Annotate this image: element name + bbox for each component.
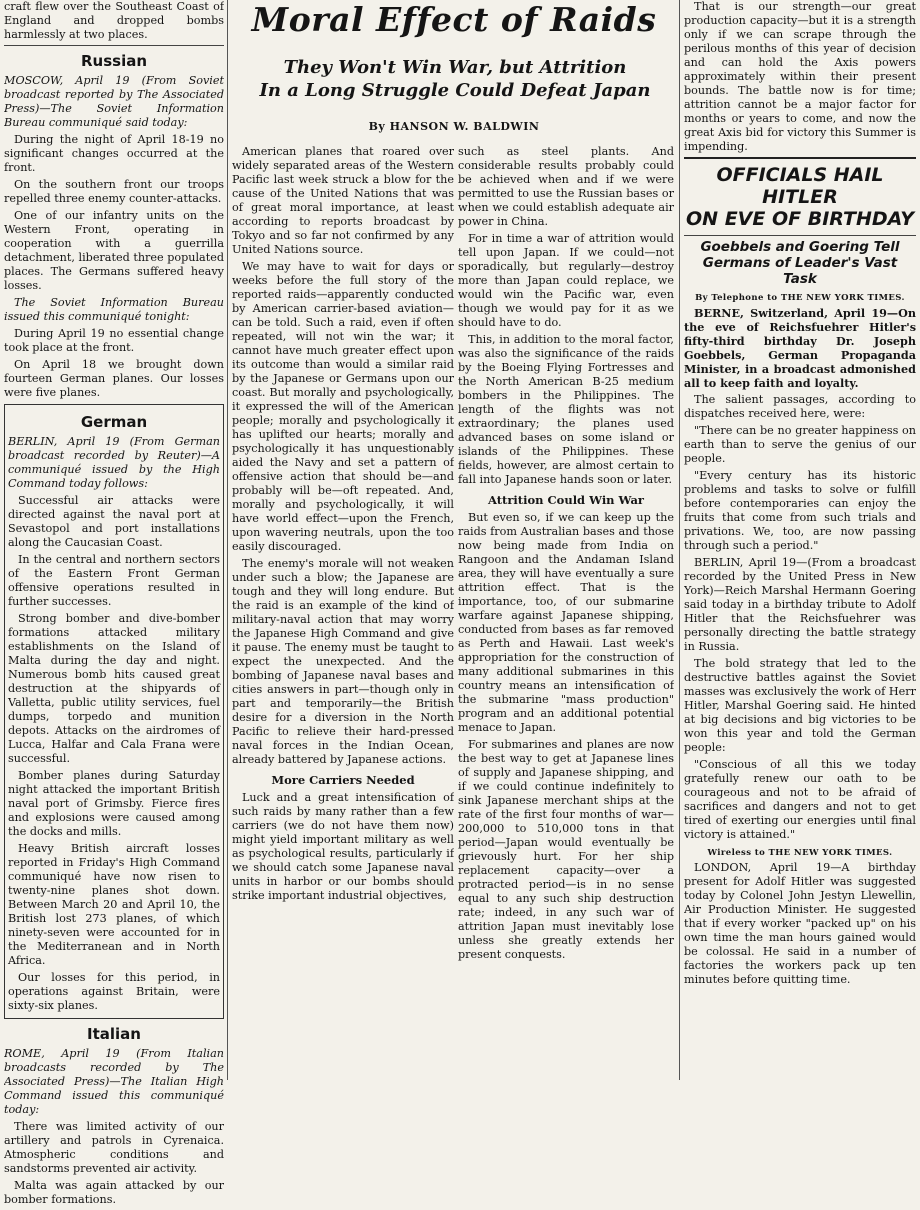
byline: By HANSON W. BALDWIN: [368, 120, 540, 133]
hitler-birthday-column: [684, 0, 916, 990]
story-paragraph: BERLIN, April 19—(From a broadcast recorded by the United Press in New York)—Reich Marshal Hermann Goering said today in a birthday tribute to Adolf Hitler that the Reichsfuehrer was personally directing the battle strategy in Russia.: [684, 556, 916, 654]
headline-line: ON EVE OF BIRTHDAY: [686, 207, 914, 230]
deck-line: In a Long Struggle Could Defeat Japan: [259, 80, 651, 102]
article-paragraph: This, in addition to the moral factor, was also the significance of the raids by the Boeing Flying Fortresses and the North American B-25 medium bombers in the Philippines. The length of the flights was not extraordinary; the planes used advanced bases on some island or islands of the Philippines. These fields, however, are almost certain to fall into Japanese hands soon or later.: [458, 333, 674, 486]
article-title: Moral Effect of Raids: [251, 0, 657, 39]
article-continuation: That is our strength—our great production capacity—but it is a strength only if we can scrape through the perilous months of this year of decision and can hold the Axis powers approximately within their present bounds. The battle now is for time; attrition cannot be a major factor for months or years to come, and now the great Axis bid for victory this Summer is impending.: [684, 0, 916, 153]
german-paragraph: In the central and northern sectors of the Eastern Front German offensive operations resulted in further successes.: [8, 553, 220, 608]
article-column-left: [232, 145, 454, 906]
article-paragraph: Luck and a great intensification of such raids by many rather than a few carriers (we do not have them now) might yield important military as well as psychological results, particularly if we should catch some Japanese naval units in harbor or our bombs should strike important industrial objectives,: [232, 791, 454, 902]
headline-line: OFFICIALS HAIL HITLER: [716, 164, 884, 208]
article-paragraph: We may have to wait for days or weeks before the full story of the reported raids—apparently conducted by American carrier-based aviation—can be told. Such a raid, even if often repeated, will not win the war; it cannot have much greater effect upon its outcome than would a similar raid by the Japanese or Germans upon our coast. But morally and psychologically, it expressed the will of the American people; morally and psychologically it has uplifted our hearts; morally and psychologically it has unquestionably aided the Navy and set a pattern of offensive action that should be—and probably will be—oft repeated. And, morally and psychologically, it will have world effect—upon the French, upon wavering neutrals, upon the too easily discouraged.: [232, 260, 454, 553]
story-paragraph: LONDON, April 19—A birthday present for Adolf Hitler was suggested today by Colonel John Jestyn Llewellin, Air Production Minister. He suggested that if every worker "packed up" on his own time the man hours gained would be colossal. He said in a number of factories the workers pack up ten minutes before quitting time.: [684, 861, 916, 987]
wire-credit: Wireless to THE NEW YORK TIMES.: [707, 848, 893, 859]
headline: [684, 165, 916, 231]
article-paragraph: The enemy's morale will not weaken under such a blow; the Japanese are tough and they will long endure. But the raid is an example of the kind of military-naval action that may worry the Japanese High Command and give it pause. The enemy must be taught to expect the unexpected. And the bombing of Japanese naval bases and cities answers in part—though only in part and temporarily—the British desire for a diversion in the North Pacific to relieve their hard-pressed naval forces in the Indian Ocean, already battered by Japanese actions.: [232, 557, 454, 766]
italian-paragraph: Malta was again attacked by our bomber formations.: [4, 1179, 224, 1206]
subheadline-line: Goebbels and Goering Tell: [700, 238, 900, 255]
russian-paragraph: The Soviet Information Bureau issued this communiqué tonight:: [4, 296, 224, 323]
german-section: [4, 404, 224, 1019]
russian-paragraph: On April 18 we brought down fourteen German planes. Our losses were five planes.: [4, 358, 224, 399]
german-heading: German: [80, 413, 148, 431]
german-dateline: BERLIN, April 19 (From German broadcast recorded by Reuter)—A communiqué issued by the High Command today follows:: [8, 435, 220, 490]
story-paragraph: "Every century has its historic problems and tasks to solve or fulfill before contemporaries can enjoy the fruits that come from such trials and privations. We, too, are now passing through such a period.": [684, 469, 916, 553]
article-paragraph: American planes that roared over widely separated areas of the Western Pacific last week struck a blow for the cause of the United Nations that was of great moral importance, at least according to reports broadcast by Tokyo and so far not confirmed by any United Nations source.: [232, 145, 454, 256]
russian-paragraph: On the southern front our troops repelled three enemy counter-attacks.: [4, 178, 224, 205]
story-paragraph: The salient passages, according to dispatches received here, were:: [684, 393, 916, 421]
column-rule: [227, 0, 228, 1080]
article-deck: [240, 56, 670, 103]
russian-dateline: MOSCOW, April 19 (From Soviet broadcast reported by The Associated Press)—The Soviet Information Bureau communiqué said today:: [4, 74, 224, 129]
article-paragraph: For submarines and planes are now the best way to get at Japanese lines of supply and Japanese shipping, and if we could continue indefinitely to sink Japanese merchant ships at the rate of the first four months of war—200,000 to 510,000 tons in that period—Japan would eventually be grievously hurt. For her ship replacement capacity—over a protracted period—is in no sense equal to any such ship destruction rate; indeed, in any such war of attrition Japan must inevitably lose unless she greatly extends her present conquests.: [458, 738, 674, 961]
german-paragraph: Successful air attacks were directed against the naval port at Sevastopol and port installations along the Caucasian Coast.: [8, 494, 220, 549]
story-paragraph: "There can be no greater happiness on earth than to serve the genius of our people.: [684, 424, 916, 466]
italian-paragraph: There was limited activity of our artillery and patrols in Cyrenaica. Atmospheric conditions and sandstorms prevented air activity.: [4, 1120, 224, 1175]
article-column-right: [458, 145, 674, 965]
deck-line: They Won't Win War, but Attrition: [283, 57, 627, 78]
russian-paragraph: During April 19 no essential change took place at the front.: [4, 327, 224, 354]
article-paragraph: such as steel plants. And considerable results probably could be achieved when and if we were permitted to use the Russian bases or when we could establish adequate air power in China.: [458, 145, 674, 228]
subheadline-line: Germans of Leader's Vast Task: [702, 254, 898, 287]
article-paragraph: For in time a war of attrition would tell upon Japan. If we could—not sporadically, but regularly—destroy more than Japan could replace, we would win the Pacific war, even though we would pay for it as we should have to do.: [458, 232, 674, 329]
italian-dateline: ROME, April 19 (From Italian broadcasts recorded by The Associated Press)—The Italian High Command issued this communiqué today:: [4, 1047, 224, 1116]
subheadline: [684, 239, 916, 288]
german-paragraph: Our losses for this period, in operations against Britain, were sixty-six planes.: [8, 971, 220, 1012]
german-paragraph: Strong bomber and dive-bomber formations attacked military establishments on the Island of Malta during the day and night. Numerous bomb hits caused great destruction at the shipyards of Valletta, public utility services, fuel dumps, torpedo and munition depots. Attacks on the airdromes of Lucca, Halfar and Cala Frana were successful.: [8, 612, 220, 765]
story-paragraph: The bold strategy that led to the destructive battles against the Soviet masses was exclusively the work of Herr Hitler, Marshal Goering said. He hinted at big decisions and big victories to be won this year and told the German people:: [684, 657, 916, 755]
article-paragraph: But even so, if we can keep up the raids from Australian bases and those now being made from India on Rangoon and the Andaman Island area, they will have eventually a sure attrition effect. That is the importance, too, of our submarine warfare against Japanese shipping, conducted from bases as far removed as Perth and Hawaii. Last week's appropriation for the construction of many additional submarines in this country means an intensification of the submarine "mass production" program and an additional potential menace to Japan.: [458, 511, 674, 734]
german-paragraph: Heavy British aircraft losses reported in Friday's High Command communiqué have now risen to twenty-nine planes shot down. Between March 20 and April 10, the British lost 273 planes, of which ninety-seven were accounted for in the Mediterranean and in North Africa.: [8, 842, 220, 967]
russian-heading: Russian: [80, 52, 148, 70]
column-rule: [679, 0, 680, 1080]
italian-heading: Italian: [87, 1025, 141, 1043]
communiques-column: [4, 0, 224, 1210]
wire-credit: By Telephone to THE NEW YORK TIMES.: [695, 293, 905, 304]
russian-paragraph: During the night of April 18-19 no significant changes occurred at the front.: [4, 133, 224, 174]
subheading: More Carriers Needed: [271, 773, 415, 787]
story-paragraph: "Conscious of all this we today gratefully renew our oath to be courageous and not to be afraid of sacrifices and dangers and not to get tired of exerting our energies until final victory is attained.": [684, 758, 916, 842]
subheading: Attrition Could Win War: [488, 493, 644, 507]
russian-paragraph: One of our infantry units on the Western Front, operating in cooperation with a guerrilla detachment, liberated three populated places. The Germans suffered heavy losses.: [4, 209, 224, 292]
top-text: craft flew over the Southeast Coast of England and dropped bombs harmlessly at two places.: [4, 0, 224, 41]
story-paragraph: BERNE, Switzerland, April 19—On the eve of Reichsfuehrer Hitler's fifty-third birthday Dr. Joseph Goebbels, German Propaganda Minister, in a broadcast admonished all to keep faith and loyalty.: [684, 306, 916, 391]
german-paragraph: Bomber planes during Saturday night attacked the important British naval port of Grimsby. Fierce fires and explosions were caused among the docks and mills.: [8, 769, 220, 838]
